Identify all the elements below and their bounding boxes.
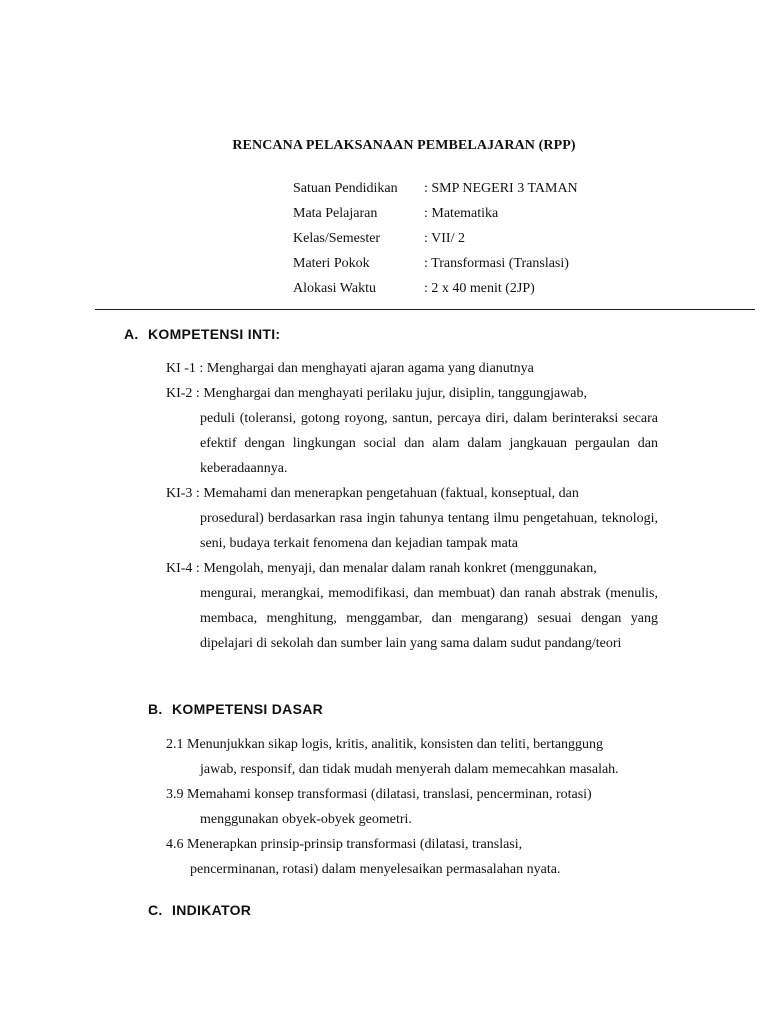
identity-row	[293, 201, 578, 226]
item-first-line: 4.6 Menerapkan prinsip-prinsip transformasi (dilatasi, translasi,	[166, 837, 523, 852]
item-first-line: KI-4 : Mengolah, menyaji, dan menalar dalam ranah konkret (menggunakan,	[166, 561, 597, 576]
identity-row	[293, 226, 578, 251]
item-continuation: menggunakan obyek-obyek geometri.	[200, 812, 412, 827]
item-continuation: jawab, responsif, dan tidak mudah menyerah dalam memecahkan masalah.	[200, 762, 619, 777]
section-title: KOMPETENSI DASAR	[172, 701, 324, 717]
identity-value: : VII/ 2	[424, 231, 465, 246]
item-first-line: 2.1 Menunjukkan sikap logis, kritis, analitik, konsisten dan teliti, bertanggung	[166, 737, 604, 752]
divider-line	[95, 309, 755, 310]
list-item	[166, 832, 658, 882]
identity-table	[293, 176, 578, 301]
section-c-heading	[148, 902, 251, 918]
identity-value: : SMP NEGERI 3 TAMAN	[424, 181, 578, 196]
list-item	[166, 556, 658, 656]
identity-value: : Matematika	[424, 206, 499, 221]
section-title: INDIKATOR	[172, 902, 252, 918]
section-title: KOMPETENSI INTI:	[148, 326, 281, 342]
section-letter: B.	[148, 701, 163, 717]
kompetensi-dasar-list	[166, 732, 658, 882]
list-item	[166, 732, 658, 782]
item-continuation: mengurai, merangkai, memodifikasi, dan membuat) dan ranah abstrak (menulis, membaca, menghitung, menggambar, dan mengarang) sesuai dengan yang dipelajari di sekolah dan sumber lain yang sama dalam sudut pandang/teori	[200, 586, 658, 651]
list-item	[166, 782, 658, 832]
identity-key: Mata Pelajaran	[293, 206, 378, 221]
section-letter: A.	[124, 326, 139, 342]
section-letter: C.	[148, 902, 163, 918]
list-item	[166, 481, 658, 556]
identity-key: Materi Pokok	[293, 256, 370, 271]
section-a-heading	[124, 326, 280, 342]
item-continuation: pencerminanan, rotasi) dalam menyelesaikan permasalahan nyata.	[190, 862, 561, 877]
list-item	[166, 356, 658, 381]
item-first-line: KI -1 : Menghargai dan menghayati ajaran agama yang dianutnya	[166, 361, 534, 376]
identity-key: Kelas/Semester	[293, 231, 381, 246]
section-b-heading	[148, 701, 323, 717]
kompetensi-inti-list	[166, 356, 658, 656]
item-first-line: KI-2 : Menghargai dan menghayati perilaku jujur, disiplin, tanggungjawab,	[166, 386, 588, 401]
item-continuation: peduli (toleransi, gotong royong, santun, percaya diri, dalam berinteraksi secara efektif dengan lingkungan social dan alam dalam jangkauan pergaulan dan keberadaannya.	[200, 411, 658, 476]
identity-row	[293, 276, 578, 301]
identity-row	[293, 176, 578, 201]
item-first-line: KI-3 : Memahami dan menerapkan pengetahuan (faktual, konseptual, dan	[166, 486, 579, 501]
page-title: RENCANA PELAKSANAAN PEMBELAJARAN (RPP)	[232, 138, 576, 153]
identity-value: : Transformasi (Translasi)	[424, 256, 569, 271]
identity-key: Satuan Pendidikan	[293, 181, 398, 196]
identity-row	[293, 251, 578, 276]
identity-key: Alokasi Waktu	[293, 281, 376, 296]
identity-value: : 2 x 40 menit (2JP)	[424, 281, 535, 296]
list-item	[166, 381, 658, 481]
item-continuation: prosedural) berdasarkan rasa ingin tahunya tentang ilmu pengetahuan, teknologi, seni, budaya terkait fenomena dan kejadian tampak mata	[200, 511, 658, 551]
item-first-line: 3.9 Memahami konsep transformasi (dilatasi, translasi, pencerminan, rotasi)	[166, 787, 592, 802]
